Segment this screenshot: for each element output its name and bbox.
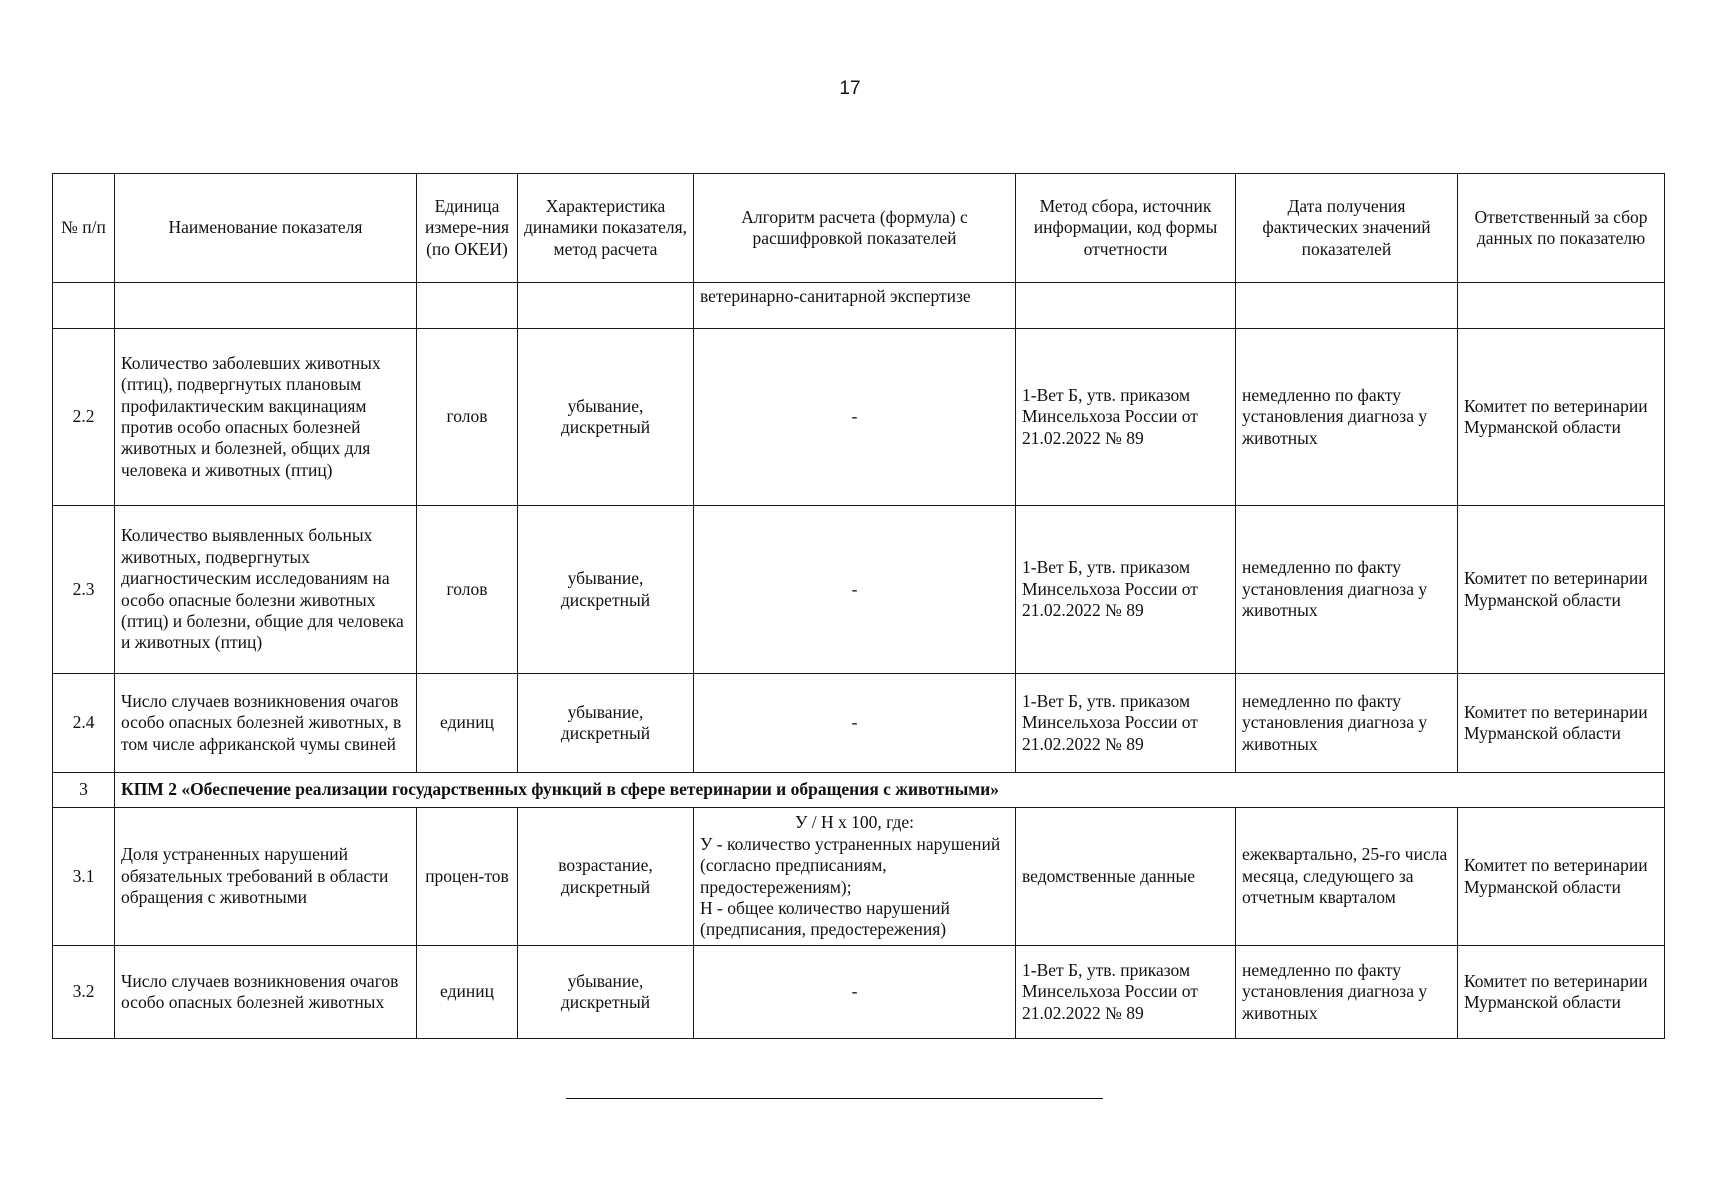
formula-n-definition: Н - общее количество нарушений (предписания, предостережения) (700, 897, 950, 940)
cell-method: 1-Вет Б, утв. приказом Минсельхоза России от 21.02.2022 № 89 (1016, 506, 1236, 674)
cell-responsible: Комитет по ветеринарии Мурманской области (1458, 506, 1665, 674)
header-name: Наименование показателя (115, 174, 417, 283)
table-row (53, 506, 1665, 674)
continuation-row (53, 283, 1665, 329)
cell-dynamics: убывание, дискретный (518, 506, 694, 674)
cell-number (53, 283, 115, 329)
cell-number: 3.1 (53, 808, 115, 946)
cell-algorithm: - (694, 329, 1016, 506)
section-title: КПМ 2 «Обеспечение реализации государственных функций в сфере ветеринарии и обращения с животными» (115, 773, 1665, 808)
formula: У / Н х 100, где: (795, 812, 914, 833)
footer-divider (566, 1098, 1103, 1099)
cell-algorithm: ветеринарно-санитарной экспертизе (694, 283, 1016, 329)
header-date: Дата получения фактических значений показателей (1236, 174, 1458, 283)
header-dynamics: Характеристика динамики показателя, метод расчета (518, 174, 694, 283)
cell-responsible (1458, 283, 1665, 329)
table-header-row (53, 174, 1665, 283)
cell-number: 3.2 (53, 946, 115, 1039)
cell-name: Число случаев возникновения очагов особо опасных болезней животных (115, 946, 417, 1039)
cell-number: 2.2 (53, 329, 115, 506)
cell-method: 1-Вет Б, утв. приказом Минсельхоза России от 21.02.2022 № 89 (1016, 329, 1236, 506)
formula-u-definition: У - количество устраненных нарушений (согласно предписаниям, предостережениям); (700, 833, 1001, 897)
cell-algorithm: - (694, 506, 1016, 674)
indicators-table (52, 173, 1665, 1039)
cell-algorithm: - (694, 946, 1016, 1039)
cell-date: немедленно по факту установления диагноза у животных (1236, 506, 1458, 674)
cell-method: 1-Вет Б, утв. приказом Минсельхоза России от 21.02.2022 № 89 (1016, 946, 1236, 1039)
table-row (53, 329, 1665, 506)
cell-unit: процен-тов (417, 808, 518, 946)
table-row (53, 674, 1665, 773)
cell-algorithm: - (694, 674, 1016, 773)
cell-number: 2.4 (53, 674, 115, 773)
header-number: № п/п (53, 174, 115, 283)
cell-name (115, 283, 417, 329)
cell-unit (417, 283, 518, 329)
cell-method: 1-Вет Б, утв. приказом Минсельхоза России от 21.02.2022 № 89 (1016, 674, 1236, 773)
cell-date: немедленно по факту установления диагноза у животных (1236, 674, 1458, 773)
cell-unit: голов (417, 329, 518, 506)
cell-responsible: Комитет по ветеринарии Мурманской области (1458, 946, 1665, 1039)
cell-name: Количество заболевших животных (птиц), подвергнутых плановым профилактическим вакцинациям против особо опасных болезней животных и болезней, общих для человека и животных (птиц) (115, 329, 417, 506)
header-method: Метод сбора, источник информации, код формы отчетности (1016, 174, 1236, 283)
header-responsible: Ответственный за сбор данных по показателю (1458, 174, 1665, 283)
cell-method: ведомственные данные (1016, 808, 1236, 946)
cell-name: Число случаев возникновения очагов особо опасных болезней животных, в том числе африканской чумы свиней (115, 674, 417, 773)
cell-name: Доля устраненных нарушений обязательных требований в области обращения с животными (115, 808, 417, 946)
section-number: 3 (53, 773, 115, 808)
cell-date: немедленно по факту установления диагноза у животных (1236, 946, 1458, 1039)
cell-unit: единиц (417, 674, 518, 773)
cell-number: 2.3 (53, 506, 115, 674)
cell-responsible: Комитет по ветеринарии Мурманской области (1458, 329, 1665, 506)
cell-date (1236, 283, 1458, 329)
header-algorithm: Алгоритм расчета (формула) с расшифровкой показателей (694, 174, 1016, 283)
cell-dynamics: возрастание, дискретный (518, 808, 694, 946)
cell-date: ежеквартально, 25-го числа месяца, следующего за отчетным кварталом (1236, 808, 1458, 946)
cell-responsible: Комитет по ветеринарии Мурманской области (1458, 808, 1665, 946)
cell-name: Количество выявленных больных животных, подвергнутых диагностическим исследованиям на особо опасные болезни животных (птиц) и болезни, общие для человека и животных (птиц) (115, 506, 417, 674)
cell-dynamics: убывание, дискретный (518, 674, 694, 773)
page-number: 17 (839, 78, 861, 99)
cell-algorithm (694, 808, 1016, 946)
table-row (53, 808, 1665, 946)
cell-dynamics: убывание, дискретный (518, 329, 694, 506)
cell-method (1016, 283, 1236, 329)
cell-dynamics: убывание, дискретный (518, 946, 694, 1039)
cell-dynamics (518, 283, 694, 329)
cell-date: немедленно по факту установления диагноза у животных (1236, 329, 1458, 506)
header-unit: Единица измере-ния (по ОКЕИ) (417, 174, 518, 283)
table-row (53, 946, 1665, 1039)
cell-unit: единиц (417, 946, 518, 1039)
cell-responsible: Комитет по ветеринарии Мурманской области (1458, 674, 1665, 773)
section-row (53, 773, 1665, 808)
cell-unit: голов (417, 506, 518, 674)
